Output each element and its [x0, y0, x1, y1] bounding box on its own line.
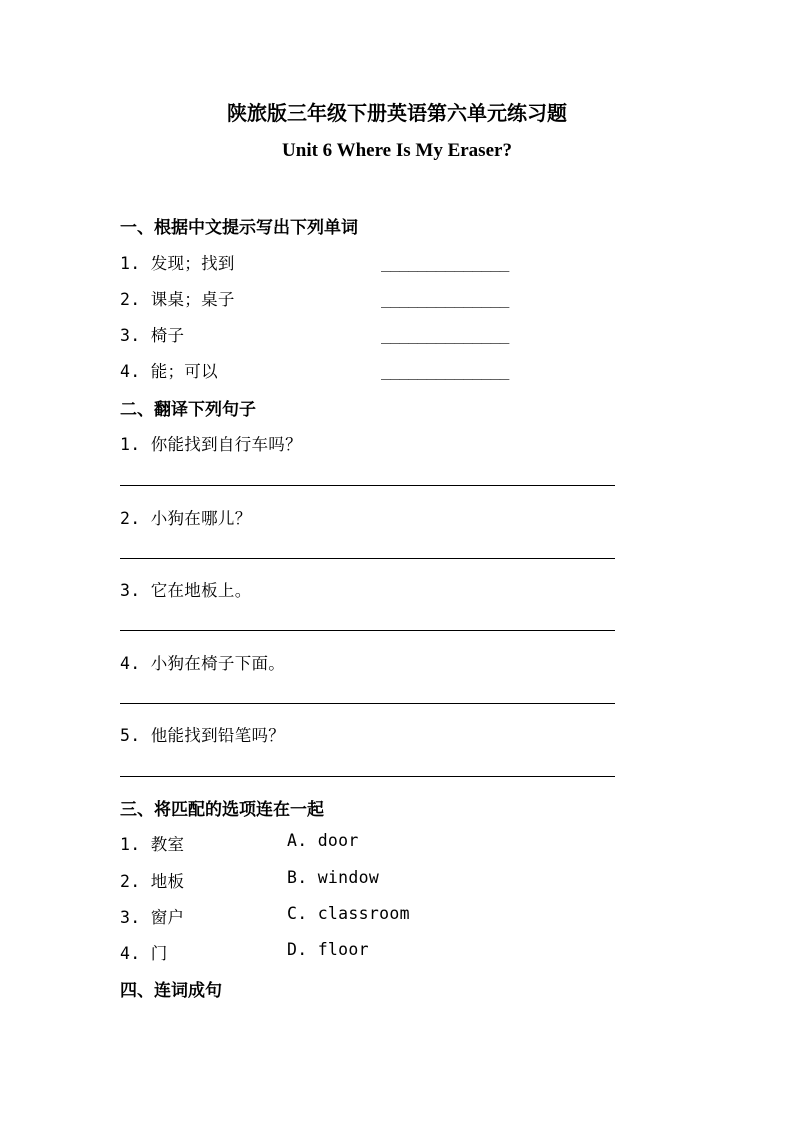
- s3-left-item-3[interactable]: [120, 904, 184, 928]
- item-number: 2.: [120, 509, 141, 528]
- s2-item-4: [120, 650, 285, 674]
- item-text: 你能找到自行车吗？: [150, 435, 302, 454]
- option-text: floor: [317, 940, 369, 959]
- item-number: 3.: [120, 326, 141, 345]
- s3-left-item-4[interactable]: [120, 940, 168, 964]
- s3-left-item-2[interactable]: [120, 868, 184, 892]
- s2-answer-line-1[interactable]: [120, 485, 615, 486]
- item-text: 椅子: [150, 326, 185, 345]
- unit-title: Unit 6 Where Is My Eraser?: [282, 140, 512, 161]
- item-number: 1.: [120, 435, 141, 454]
- s1-blank-1[interactable]: ______________: [381, 253, 509, 272]
- worksheet-title: 陕旅版三年级下册英语第六单元练习题: [227, 101, 567, 125]
- item-text: 发现；找到: [150, 254, 235, 273]
- item-number: 3.: [120, 908, 141, 927]
- option-text: window: [317, 868, 380, 887]
- s2-answer-line-5[interactable]: [120, 776, 615, 777]
- item-number: 1.: [120, 254, 141, 273]
- item-number: 1.: [120, 835, 141, 854]
- section-2-heading: 二、翻译下列句子: [120, 400, 256, 420]
- s2-item-1: [120, 431, 302, 455]
- item-text: 小狗在哪儿？: [150, 509, 252, 528]
- s2-answer-line-4[interactable]: [120, 703, 615, 704]
- option-letter: D.: [287, 940, 308, 959]
- item-text: 能；可以: [150, 362, 218, 381]
- item-text: 小狗在椅子下面。: [150, 654, 286, 673]
- s1-blank-3[interactable]: ______________: [381, 325, 509, 344]
- item-text: 教室: [150, 835, 185, 854]
- item-number: 2.: [120, 290, 141, 309]
- item-text: 它在地板上。: [150, 581, 252, 600]
- s3-right-item-a[interactable]: [287, 831, 359, 850]
- section-3-heading: 三、将匹配的选项连在一起: [120, 800, 324, 820]
- s1-item-1: [120, 250, 235, 274]
- section-1-heading: 一、根据中文提示写出下列单词: [120, 218, 358, 238]
- item-text: 地板: [150, 872, 185, 891]
- s1-blank-4[interactable]: ______________: [381, 361, 509, 380]
- item-text: 窗户: [150, 908, 185, 927]
- item-text: 门: [150, 944, 168, 963]
- option-letter: A.: [287, 831, 308, 850]
- item-text: 他能找到铅笔吗？: [150, 726, 286, 745]
- section-4-heading: 四、连词成句: [120, 981, 222, 1001]
- s3-right-item-c[interactable]: [287, 904, 410, 923]
- s2-answer-line-3[interactable]: [120, 630, 615, 631]
- s1-item-4: [120, 358, 218, 382]
- s1-blank-2[interactable]: ______________: [381, 289, 509, 308]
- s3-right-item-d[interactable]: [287, 940, 369, 959]
- item-number: 3.: [120, 581, 141, 600]
- option-text: classroom: [317, 904, 410, 923]
- item-number: 5.: [120, 726, 141, 745]
- option-text: door: [317, 831, 359, 850]
- s1-item-3: [120, 322, 184, 346]
- s2-item-3: [120, 577, 252, 601]
- s2-answer-line-2[interactable]: [120, 558, 615, 559]
- s1-item-2: [120, 286, 235, 310]
- option-letter: C.: [287, 904, 308, 923]
- s3-right-item-b[interactable]: [287, 868, 379, 887]
- item-number: 2.: [120, 872, 141, 891]
- item-text: 课桌；桌子: [150, 290, 235, 309]
- s2-item-2: [120, 505, 252, 529]
- s3-left-item-1[interactable]: [120, 831, 184, 855]
- option-letter: B.: [287, 868, 308, 887]
- item-number: 4.: [120, 362, 141, 381]
- s2-item-5: [120, 722, 285, 746]
- item-number: 4.: [120, 654, 141, 673]
- item-number: 4.: [120, 944, 141, 963]
